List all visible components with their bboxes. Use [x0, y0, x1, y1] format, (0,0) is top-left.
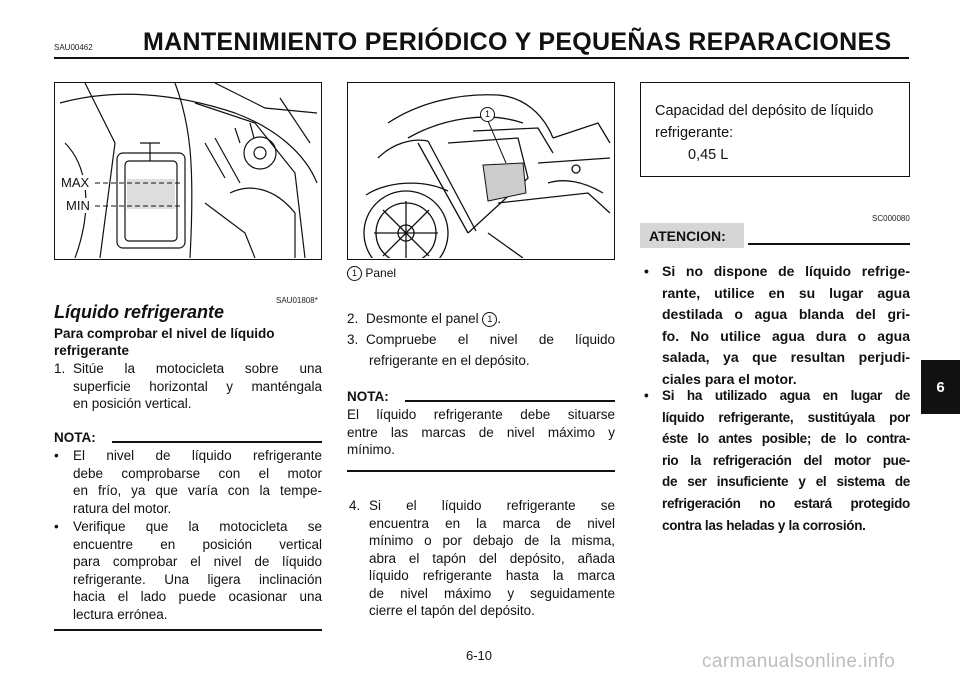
caution-rule [748, 243, 910, 245]
note-rule-2 [405, 400, 615, 402]
b2-line-1: Verifique que la motocicleta se [73, 519, 322, 534]
caution-bullet-2 [640, 385, 910, 536]
caution-bullet-1 [640, 261, 910, 391]
bullet-dot: • [54, 519, 59, 534]
step-1-number: 1. [54, 361, 66, 376]
c1-line-6: ciales para el motor. [662, 370, 797, 387]
s4-line-2: encuentra en la marca de nivel [369, 515, 615, 531]
capacity-line-2: refrigerante: [655, 125, 734, 141]
step-3-number: 3. [347, 332, 359, 347]
n2-line-2: entre las marcas de nivel máximo y [347, 424, 615, 440]
note-rule-1 [112, 441, 322, 443]
page-number: 6-10 [466, 648, 493, 663]
b1-line-3: en frío, ya que varía con la tempe- [73, 483, 322, 498]
note-2-text [347, 406, 615, 459]
step-4 [347, 497, 615, 620]
c1-line-5: salada, ya que resultan perjudi- [662, 349, 910, 366]
bullet-dot: • [644, 263, 649, 279]
c2-line-2: líquido refrigerante, sustitúyala por [662, 409, 910, 425]
chapter-tab: 6 [921, 360, 960, 414]
b1-line-1: El nivel de líquido refrigerante [73, 448, 322, 463]
c2-line-6: refrigeración no estará protegido [662, 495, 910, 511]
step-1 [54, 360, 322, 413]
c1-line-3: destilada o agua blanda del gri- [662, 306, 910, 323]
step-2-ref: 1 [482, 312, 497, 327]
header-rule [54, 57, 909, 59]
step-1-line-3: en posición vertical. [73, 396, 192, 411]
section-subtitle-2: refrigerante [54, 343, 130, 358]
b2-line-5: hacia el lado puede ocasionar una [73, 589, 322, 604]
b2-line-6: lectura errónea. [73, 606, 168, 622]
capacity-value: 0,45 L [688, 147, 729, 163]
step-1-line-2: superficie horizontal y manténgala [73, 378, 322, 394]
caution-code: SC000080 [872, 214, 910, 223]
step-2-number: 2. [347, 311, 359, 326]
c2-line-7: contra las heladas y la corrosión. [662, 517, 866, 533]
min-label: MIN [66, 198, 90, 213]
c1-line-2: rante, utilice en su lugar agua [662, 284, 910, 301]
n2-line-3: mínimo. [347, 442, 396, 457]
b1-line-2: debe comprobarse con el motor [73, 465, 322, 481]
reservoir-illustration [54, 82, 322, 260]
page-title: MANTENIMIENTO PERIÓDICO Y PEQUEÑAS REPARACIONES [143, 28, 892, 56]
note-label-1: NOTA: [54, 430, 96, 445]
bullet-dot: • [54, 448, 59, 463]
s4-line-1: Si el líquido refrigerante se [369, 498, 615, 513]
section-code: SAU01808* [276, 296, 318, 305]
s3-line-2: refrigerante en el depósito. [369, 352, 530, 368]
section-subtitle-1: Para comprobar el nivel de líquido [54, 326, 275, 341]
section-title: Líquido refrigerante [54, 302, 225, 322]
panel-callout: 1 [480, 107, 495, 122]
note-bullet-1 [54, 447, 322, 517]
motorcycle-illustration [347, 82, 615, 260]
note-label-2: NOTA: [347, 389, 389, 404]
s4-line-7: cierre el tapón del depósito. [369, 603, 535, 618]
watermark: carmanualsonline.info [702, 651, 896, 672]
c1-line-1: Si no dispone de líquido refrige- [662, 263, 910, 279]
step-2-text: Desmonte el panel [366, 311, 479, 326]
reservoir-drawing [55, 83, 320, 258]
step-2: 2. Desmonte el panel 1 . [347, 311, 502, 326]
step-3 [347, 331, 615, 369]
caption-text: Panel [365, 266, 397, 280]
step-1-line-1: Sitúe la motocicleta sobre una [73, 361, 322, 376]
s4-line-6: de nivel máximo y seguidamente [369, 585, 615, 601]
s3-line-1: Compruebe el nivel de líquido [366, 332, 615, 347]
s4-line-4: abra el tapón del depósito, añada [369, 550, 615, 566]
capacity-line-1: Capacidad del depósito de líquido [655, 103, 874, 119]
caution-label: ATENCION: [649, 228, 726, 244]
b2-line-2: encuentre en posición vertical [73, 536, 322, 552]
c2-line-1: Si ha utilizado agua en lugar de [662, 388, 910, 403]
capacity-box [640, 82, 910, 177]
b2-line-3: para comprobar el nivel de líquido [73, 554, 322, 569]
s4-line-3: mínimo o por debajo de la misma, [369, 533, 615, 548]
c1-line-4: fo. No utilice agua dura o agua [662, 327, 910, 344]
header-code: SAU00462 [54, 43, 93, 52]
b2-line-4: refrigerante. Una ligera inclinación [73, 571, 322, 587]
c2-line-5: de ser insuficiente y el sistema de [662, 474, 910, 490]
bullet-dot: • [644, 388, 649, 403]
s4-line-5: líquido refrigerante hasta la marca [369, 568, 615, 583]
b1-line-4: ratura del motor. [73, 500, 172, 516]
caption-callout: 1 [347, 266, 362, 281]
note-bullet-2 [54, 518, 322, 623]
note-end-rule-2 [347, 470, 615, 472]
figure-caption [347, 266, 396, 281]
step-4-number: 4. [349, 498, 361, 513]
c2-line-4: rio la refrigeración del motor pue- [662, 452, 910, 468]
max-label: MAX [61, 175, 90, 190]
c2-line-3: éste lo antes posible; de lo contra- [662, 431, 910, 447]
note-end-rule-1 [54, 629, 322, 631]
n2-line-1: El líquido refrigerante debe situarse [347, 407, 615, 422]
